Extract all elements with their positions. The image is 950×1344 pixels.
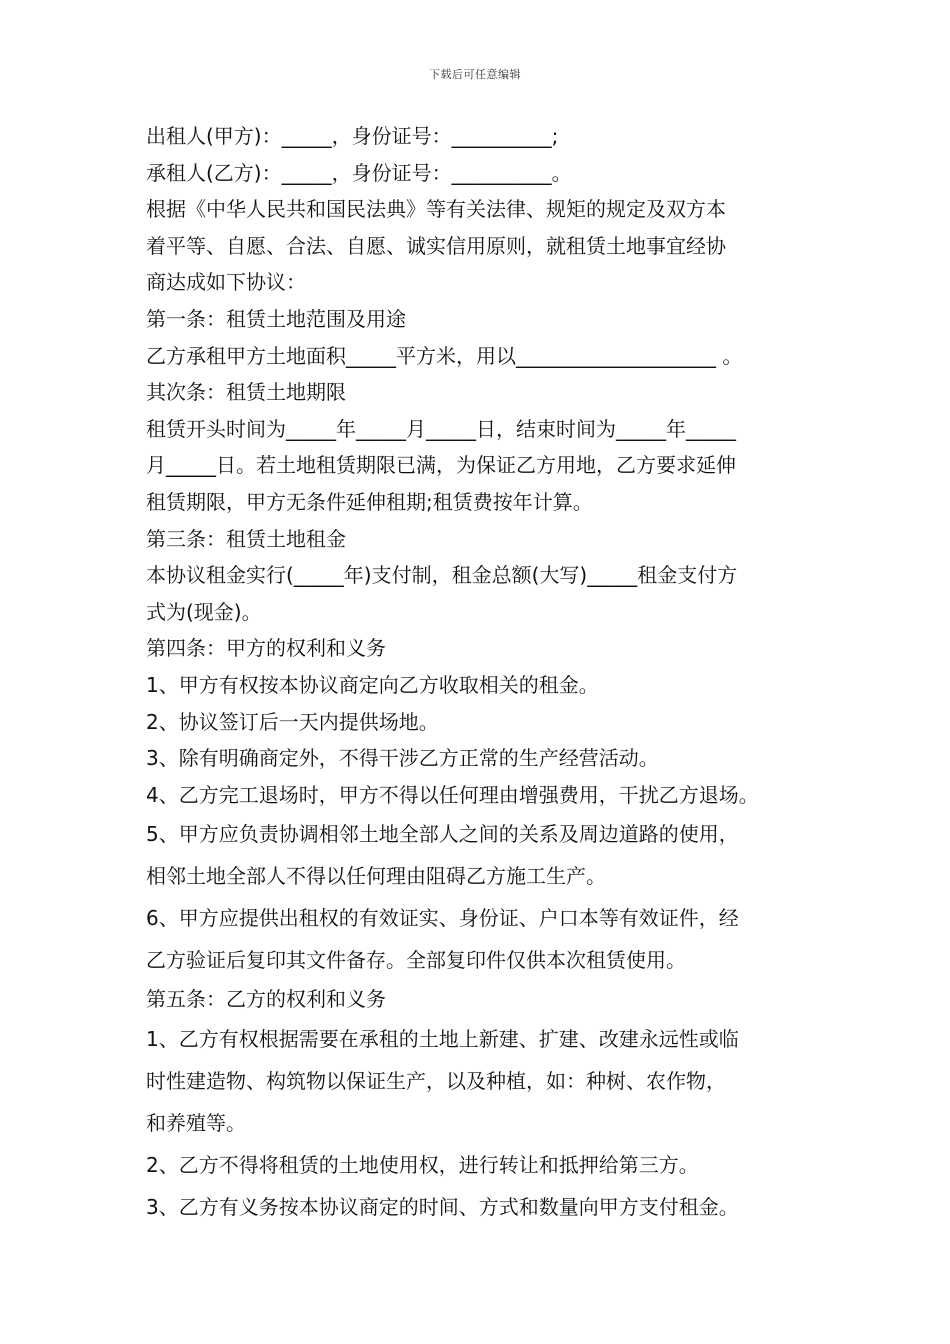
lessee-line: 承租人(乙方)：_____，身份证号：__________。 (146, 160, 572, 185)
article-2-text: 月_____日。若土地租赁期限已满，为保证乙方用地，乙方要求延伸 (146, 453, 736, 478)
article-4-item: 乙方验证后复印其文件备存。全部复印件仅供本次租赁使用。 (146, 948, 686, 973)
article-5-item: 和养殖等。 (146, 1110, 246, 1135)
article-2-text: 租赁开头时间为_____年_____月_____日，结束时间为_____年_____ (146, 416, 736, 441)
article-4-item: 4、乙方完工退场时，甲方不得以任何理由增强费用，干扰乙方退场。 (146, 782, 759, 807)
article-4-heading: 第四条：甲方的权利和义务 (146, 636, 386, 661)
article-4-item: 相邻土地全部人不得以任何理由阻碍乙方施工生产。 (146, 864, 606, 889)
article-1-text: 乙方承租甲方土地面积_____平方米，用以____________________ 。 (146, 343, 743, 368)
article-2-text: 租赁期限，甲方无条件延伸租期;租赁费按年计算。 (146, 489, 593, 514)
lessor-line: 出租人(甲方)：_____，身份证号：__________; (146, 124, 559, 148)
document-body (146, 118, 816, 1228)
page-header: 下载后可任意编辑 (429, 68, 521, 81)
article-5-item: 3、乙方有义务按本协议商定的时间、方式和数量向甲方支付租金。 (146, 1194, 739, 1219)
article-3-text: 本协议租金实行(_____年)支付制，租金总额(大写)_____租金支付方 (146, 563, 738, 588)
article-5-item: 时性建造物、构筑物以保证生产，以及种植，如：种树、农作物， (146, 1068, 726, 1093)
article-3-heading: 第三条：租赁土地租金 (146, 526, 346, 551)
preamble-line: 根据《中华人民共和国民法典》等有关法律、规矩的规定及双方本 (146, 197, 726, 222)
article-5-item: 1、乙方有权根据需要在承租的土地上新建、扩建、改建永远性或临 (146, 1026, 739, 1051)
preamble-line: 着平等、自愿、合法、自愿、诚实信用原则，就租赁土地事宜经协 (146, 233, 726, 258)
article-4-item: 3、除有明确商定外，不得干涉乙方正常的生产经营活动。 (146, 746, 659, 771)
article-4-item: 1、甲方有权按本协议商定向乙方收取相关的租金。 (146, 672, 599, 697)
article-4-item: 6、甲方应提供出租权的有效证实、身份证、户口本等有效证件，经 (146, 906, 739, 931)
article-2-heading: 其次条：租赁土地期限 (146, 380, 346, 405)
preamble-line: 商达成如下协议： (146, 270, 306, 295)
article-5-heading: 第五条：乙方的权利和义务 (146, 987, 386, 1012)
article-4-item: 5、甲方应负责协调相邻土地全部人之间的关系及周边道路的使用， (146, 822, 739, 847)
article-1-heading: 第一条：租赁土地范围及用途 (146, 306, 406, 331)
article-5-item: 2、乙方不得将租赁的土地使用权，进行转让和抵押给第三方。 (146, 1152, 699, 1177)
article-4-item: 2、协议签订后一天内提供场地。 (146, 709, 439, 734)
article-3-text: 式为(现金)。 (146, 599, 262, 624)
